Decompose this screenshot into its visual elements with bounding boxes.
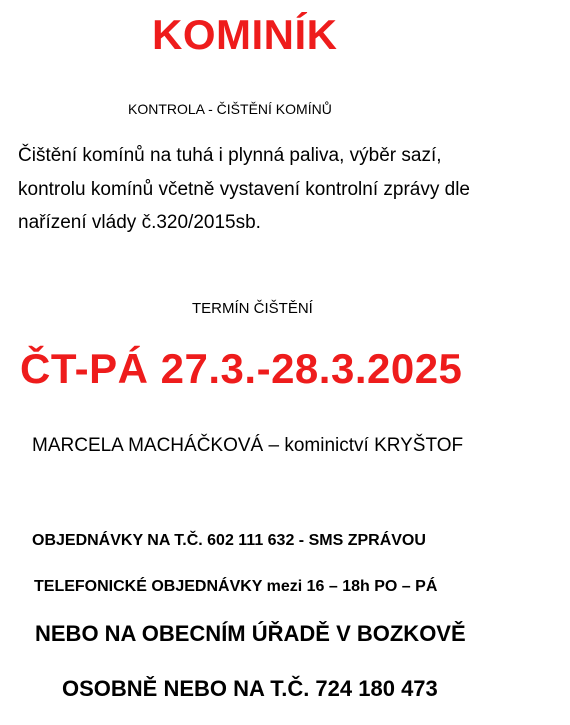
poster-subtitle: KONTROLA - ČIŠTĚNÍ KOMÍNŮ: [128, 101, 332, 117]
description-line-2: kontrolu komínů včetně vystavení kontrolní zprávy dle: [18, 179, 471, 200]
term-date: ČT-PÁ 27.3.-28.3.2025: [20, 345, 463, 392]
term-label: TERMÍN ČIŠTĚNÍ: [192, 300, 313, 317]
poster-title: KOMINÍK: [152, 11, 338, 58]
personal-note: OSOBNĚ NEBO NA T.Č. 724 180 473: [62, 676, 438, 701]
description-line-3: nařízení vlády č.320/2015sb.: [18, 212, 261, 233]
office-note: NEBO NA OBECNÍM ÚŘADĚ V BOZKOVĚ: [35, 621, 466, 646]
order-phone-line: TELEFONICKÉ OBJEDNÁVKY mezi 16 – 18h PO – PÁ: [34, 578, 438, 595]
order-sms-line: OBJEDNÁVKY NA T.Č. 602 111 632 - SMS ZPRÁVOU: [32, 532, 426, 549]
contact-name: MARCELA MACHÁČKOVÁ – kominictví KRYŠTOF: [32, 435, 464, 456]
description-line-1: Čištění komínů na tuhá i plynná paliva, výběr sazí,: [18, 145, 442, 166]
